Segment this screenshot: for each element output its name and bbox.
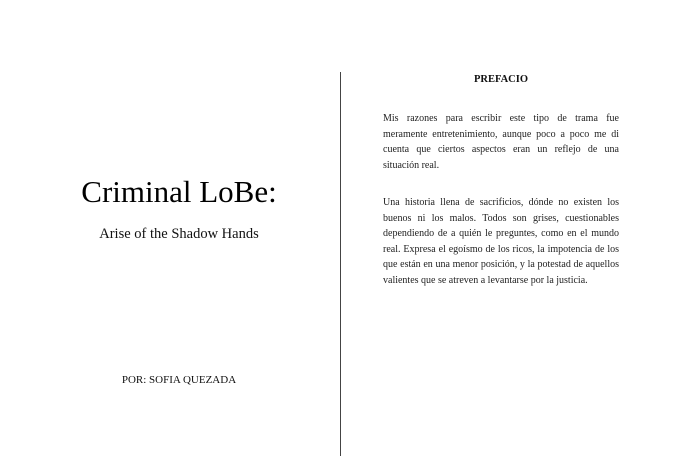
preface-page (342, 0, 680, 459)
preface-heading: PREFACIO (473, 74, 529, 85)
book-title: Criminal LoBe: (81, 174, 277, 209)
book-author: POR: SOFIA QUEZADA (121, 374, 237, 386)
preface-paragraph-1: Mis razones para escribir este tipo de trama fue meramente entretenimiento, aunque poco a poco me di cuenta que ciertos aspectos eran un reflejo de una situación real. (383, 113, 619, 171)
preface-paragraph-2: Una historia llena de sacrificios, dónde no existen los buenos ni los malos. Todos son grises, cuestionables dependiendo de a quién le preguntes, como en el mundo real. Expresa el egoísmo de los ricos, la impotencia de los que están en una menor posición, y la potestad de aquellos valientes que se atreven a levantarse por la justicia. (383, 197, 619, 286)
book-subtitle: Arise of the Shadow Hands (99, 226, 259, 242)
page-divider (340, 72, 341, 456)
